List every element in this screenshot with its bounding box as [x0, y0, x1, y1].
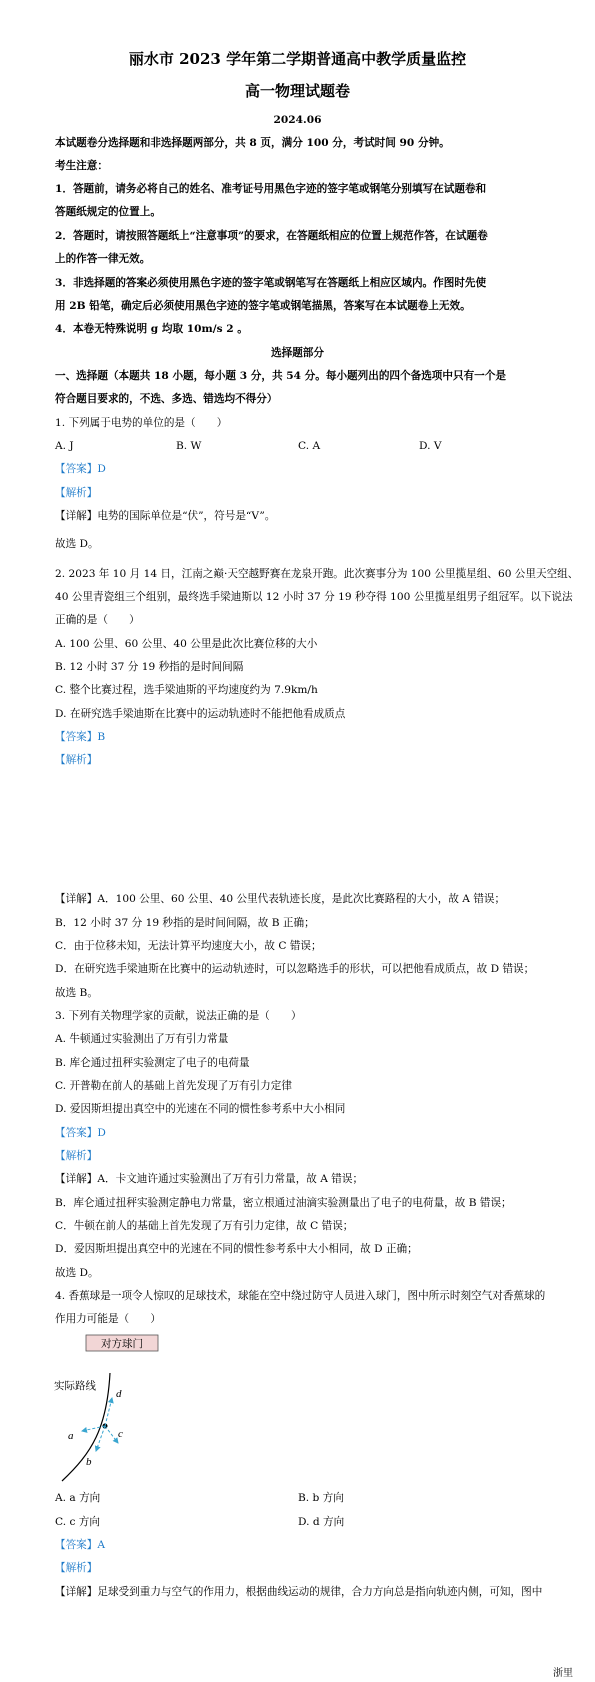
q1-detail: 【详解】电势的国际单位是“伏”，符号是“V”。 — [55, 510, 276, 522]
q3-answer: 【答案】D — [55, 1127, 106, 1139]
page-title: 丽水市 2023 学年第二学期普通高中教学质量监控 — [128, 50, 467, 68]
banana-kick-diagram — [52, 1333, 172, 1483]
goal-label: 对方球门 — [101, 1339, 143, 1350]
arrow-d — [105, 1398, 112, 1426]
label-a: a — [68, 1430, 74, 1442]
part-1-line-2: 符合题目要求的，不选、多选、错选均不得分） — [55, 393, 278, 405]
rule-3-line-2: 用 2B 铅笔，确定后必须使用黑色字迹的签字笔或钢笔描黑，答案写在本试题卷上无效。 — [55, 300, 471, 312]
q2-detail-4: D．在研究选手梁迪斯在比赛中的运动轨迹时，可以忽略选手的形状，可以把他看成质点，故 D 错误； — [55, 963, 535, 975]
q3-option-b: B. 库仑通过扭秤实验测定了电子的电荷量 — [55, 1057, 250, 1069]
q2-option-a: A. 100 公里、60 公里、40 公里是此次比赛位移的大小 — [55, 638, 318, 650]
q3-detail-2: B．库仑通过扭秤实验测定静电力常量，密立根通过油滴实验测量出了电子的电荷量，故 B 错误； — [55, 1197, 512, 1209]
q1-option-d: D. V — [419, 440, 442, 452]
q3-option-c: C. 开普勒在前人的基础上首先发现了万有引力定律 — [55, 1080, 292, 1092]
rule-2-line-2: 上的作答一律无效。 — [55, 253, 151, 265]
q4-option-b: B. b 方向 — [298, 1492, 344, 1504]
notice-heading: 考生注意： — [55, 160, 108, 172]
label-b: b — [86, 1456, 92, 1468]
exam-date: 2024.06 — [273, 114, 322, 126]
q4-option-c: C. c 方向 — [55, 1516, 100, 1528]
rule-4: 4．本卷无特殊说明 g 均取 10m/s 2 。 — [55, 323, 248, 335]
rule-3-line-1: 3．非选择题的答案必须使用黑色字迹的签字笔或钢笔写在答题纸上相应区域内。作图时先使 — [55, 277, 487, 289]
footer-watermark: 浙里 — [553, 1668, 573, 1679]
q1-option-a: A. J — [55, 440, 74, 452]
q2-stem-line-3: 正确的是（ ） — [55, 614, 140, 626]
q3-detail-3: C．牛顿在前人的基础上首先发现了万有引力定律，故 C 错误； — [55, 1220, 354, 1232]
q3-detail-1: 【详解】A．卡文迪许通过实验测出了万有引力常量，故 A 错误； — [55, 1173, 364, 1185]
q2-stem-line-2: 40 公里青瓷组三个组别，最终选手梁迪斯以 12 小时 37 分 19 秒夺得 100 公里揽星组男子组冠军。以下说法 — [55, 591, 573, 603]
q3-stem: 3. 下列有关物理学家的贡献，说法正确的是（ ） — [55, 1010, 302, 1022]
q4-stem-line-2: 作用力可能是（ ） — [55, 1313, 161, 1325]
q1-option-b: B. W — [176, 440, 202, 452]
q3-analysis-label: 【解析】 — [55, 1150, 98, 1162]
q4-option-d: D. d 方向 — [298, 1516, 345, 1528]
q4-detail: 【详解】足球受到重力与空气的作用力，根据曲线运动的规律，合力方向总是指向轨迹内侧，可知，图中 — [55, 1586, 543, 1598]
q2-option-b: B. 12 小时 37 分 19 秒指的是时间间隔 — [55, 661, 244, 673]
arrow-a — [82, 1426, 105, 1431]
q3-option-d: D. 爱因斯坦提出真空中的光速在不同的惯性参考系中大小相同 — [55, 1103, 346, 1115]
label-c: c — [118, 1428, 123, 1440]
page-subtitle: 高一物理试题卷 — [244, 82, 350, 100]
q1-stem: 1. 下列属于电势的单位的是（ ） — [55, 417, 228, 429]
q2-detail-3: C．由于位移未知，无法计算平均速度大小，故 C 错误； — [55, 940, 322, 952]
path-label: 实际路线 — [54, 1381, 96, 1392]
rule-1-line-2: 答题纸规定的位置上。 — [55, 206, 161, 218]
q4-option-a: A. a 方向 — [55, 1492, 101, 1504]
q2-analysis-label: 【解析】 — [55, 754, 98, 766]
q4-analysis-label: 【解析】 — [55, 1562, 98, 1574]
q4-stem-line-1: 4. 香蕉球是一项令人惊叹的足球技术，球能在空中绕过防守人员进入球门，图中所示时刻空气对香蕉球的 — [55, 1290, 546, 1302]
q2-detail-2: B．12 小时 37 分 19 秒指的是时间间隔，故 B 正确； — [55, 917, 315, 929]
rule-1-line-1: 1．答题前，请务必将自己的姓名、准考证号用黑色字迹的签字笔或钢笔分别填写在试题卷和 — [55, 183, 487, 195]
q2-conclusion: 故选 B。 — [55, 987, 98, 999]
arrow-b — [96, 1426, 105, 1451]
q4-answer: 【答案】A — [55, 1539, 106, 1551]
q2-stem-line-1: 2. 2023 年 10 月 14 日，江南之巅·天空越野赛在龙泉开跑。此次赛事分为 100 公里揽星组、60 公里天空组、 — [55, 568, 579, 580]
q3-conclusion: 故选 D。 — [55, 1267, 99, 1279]
section-heading: 选择题部分 — [271, 347, 324, 359]
arrow-c — [105, 1426, 118, 1443]
q2-option-d: D. 在研究选手梁迪斯在比赛中的运动轨迹时不能把他看成质点 — [55, 708, 346, 720]
q2-answer: 【答案】B — [55, 731, 106, 743]
q1-analysis-label: 【解析】 — [55, 487, 98, 499]
q1-answer: 【答案】D — [55, 463, 106, 475]
q1-conclusion: 故选 D。 — [55, 538, 99, 550]
q2-option-c: C. 整个比赛过程，选手梁迪斯的平均速度约为 7.9km/h — [55, 684, 318, 696]
q2-detail-1: 【详解】A．100 公里、60 公里、40 公里代表轨迹长度，是此次比赛路程的大小，故 A 错误； — [55, 893, 506, 905]
rule-2-line-1: 2．答题时，请按照答题纸上“注意事项”的要求，在答题纸相应的位置上规范作答，在试题卷 — [55, 230, 488, 242]
q4-figure — [52, 1333, 172, 1483]
q3-option-a: A. 牛顿通过实验测出了万有引力常量 — [55, 1033, 229, 1045]
q1-option-c: C. A — [298, 440, 321, 452]
intro-summary: 本试题卷分选择题和非选择题两部分，共 8 页，满分 100 分，考试时间 90 分钟。 — [55, 137, 450, 149]
q3-detail-4: D．爱因斯坦提出真空中的光速在不同的惯性参考系中大小相同，故 D 正确； — [55, 1243, 418, 1255]
part-1-line-1: 一、选择题（本题共 18 小题，每小题 3 分，共 54 分。每小题列出的四个备选项中只有一个是 — [55, 370, 506, 382]
label-d: d — [116, 1388, 122, 1400]
